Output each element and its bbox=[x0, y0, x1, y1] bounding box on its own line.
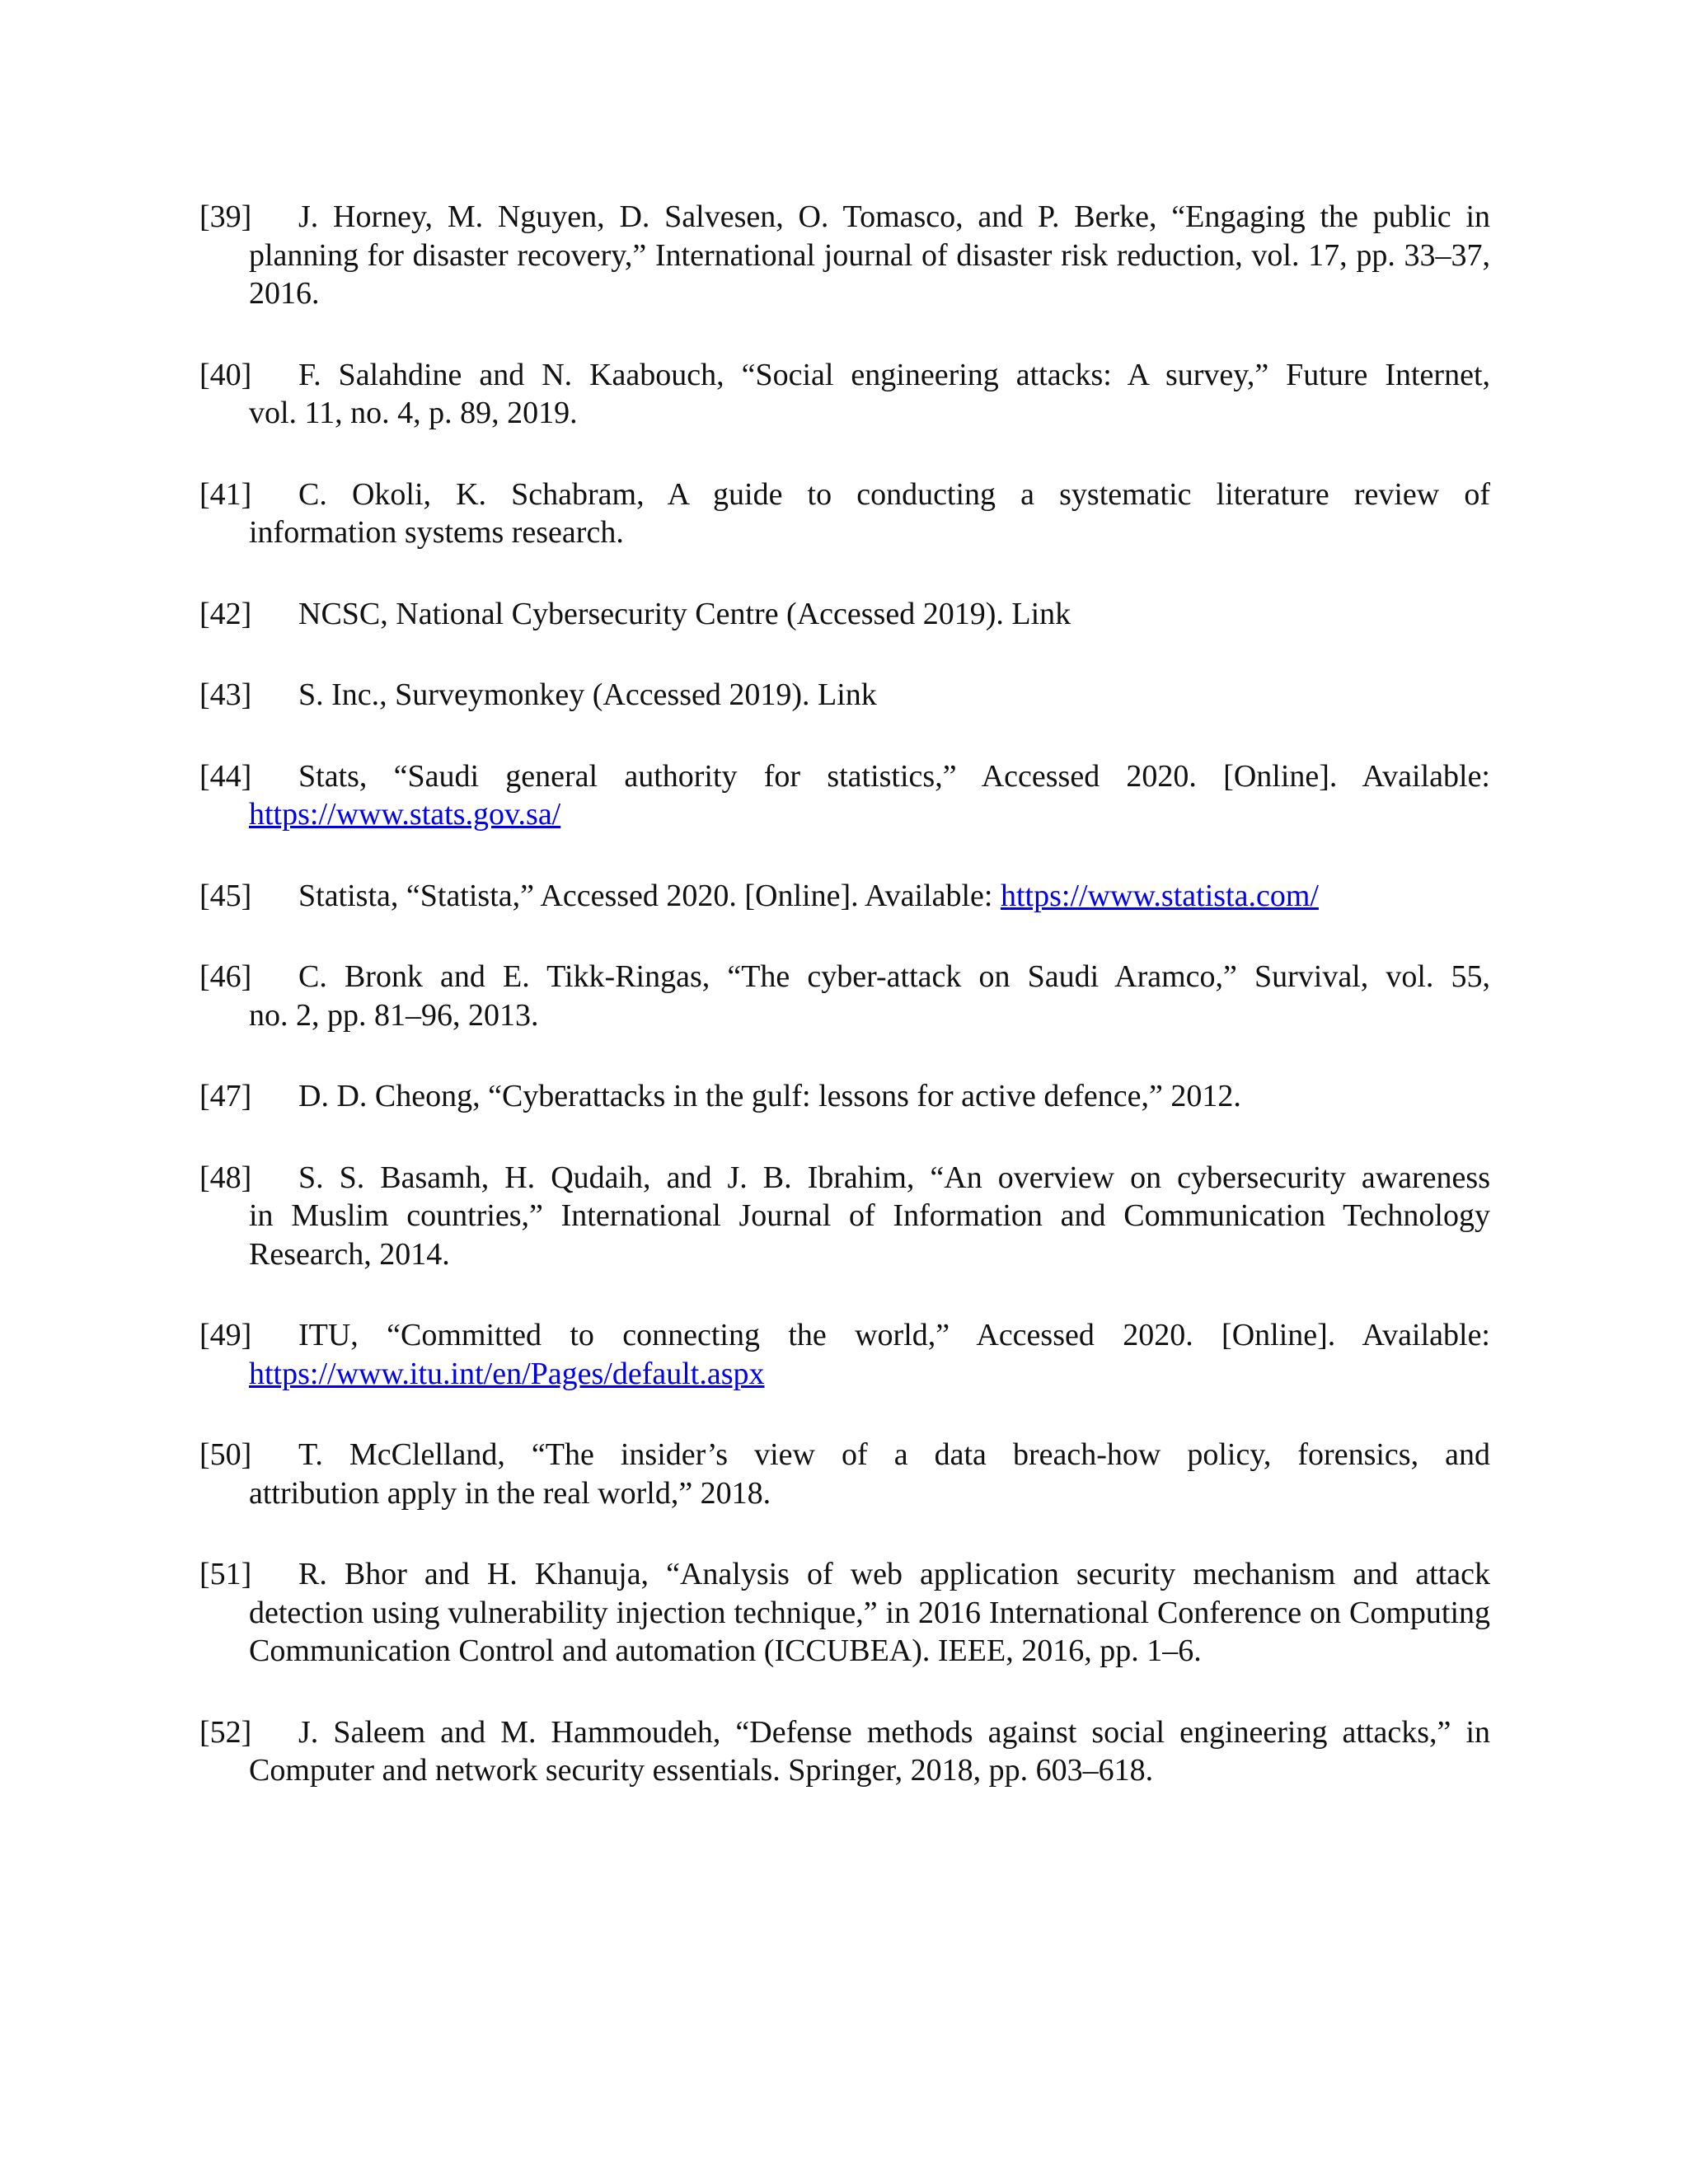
reference-text: Statista, “Statista,” Accessed 2020. [Online]. Available: bbox=[298, 878, 1001, 913]
reference-first-line bbox=[199, 676, 1490, 715]
reference-41 bbox=[199, 476, 1490, 552]
reference-continuation: planning for disaster recovery,” International journal of disaster risk reduction, vol. 17, pp. 33–37, 2016. bbox=[249, 237, 1490, 311]
reference-51 bbox=[199, 1555, 1490, 1671]
reference-link[interactable]: https://www.stats.gov.sa/ bbox=[249, 797, 561, 832]
reference-continuation: Computer and network security essentials. Springer, 2018, pp. 603–618. bbox=[249, 1753, 1154, 1788]
reference-text: C. Bronk and E. Tikk-Ringas, “The cyber-attack on Saudi Aramco,” Survival, vol. 55, bbox=[298, 959, 1490, 994]
reference-first-line bbox=[199, 595, 1490, 634]
reference-text: ITU, “Committed to connecting the world,” Accessed 2020. [Online]. Available: bbox=[298, 1318, 1490, 1352]
reference-first-line bbox=[199, 356, 1490, 395]
reference-50 bbox=[199, 1436, 1490, 1512]
reference-47 bbox=[199, 1077, 1490, 1116]
reference-continuation bbox=[249, 1355, 1490, 1394]
reference-first-line bbox=[199, 757, 1490, 796]
reference-number: [51] bbox=[199, 1557, 252, 1591]
reference-continuation: no. 2, pp. 81–96, 2013. bbox=[249, 997, 539, 1033]
reference-45 bbox=[199, 877, 1490, 916]
reference-number: [49] bbox=[199, 1318, 252, 1352]
reference-text: S. Inc., Surveymonkey (Accessed 2019). Link bbox=[298, 677, 877, 712]
reference-number: [41] bbox=[199, 476, 252, 512]
reference-first-line bbox=[199, 476, 1490, 514]
reference-first-line bbox=[199, 1316, 1490, 1355]
reference-48 bbox=[199, 1159, 1490, 1274]
reference-52 bbox=[199, 1713, 1490, 1790]
reference-first-line bbox=[199, 1713, 1490, 1752]
reference-number: [46] bbox=[199, 959, 252, 994]
reference-first-line bbox=[199, 198, 1490, 237]
reference-40 bbox=[199, 356, 1490, 433]
reference-text: J. Horney, M. Nguyen, D. Salvesen, O. Tomasco, and P. Berke, “Engaging the public in bbox=[298, 199, 1490, 234]
reference-number: [39] bbox=[199, 199, 252, 234]
reference-first-line bbox=[199, 1159, 1490, 1197]
reference-39 bbox=[199, 198, 1490, 313]
reference-text: F. Salahdine and N. Kaabouch, “Social engineering attacks: A survey,” Future Internet, bbox=[298, 357, 1490, 392]
reference-text: D. D. Cheong, “Cyberattacks in the gulf: lessons for active defence,” 2012. bbox=[298, 1079, 1241, 1113]
reference-link[interactable]: https://www.statista.com/ bbox=[1000, 878, 1319, 913]
reference-continuation: attribution apply in the real world,” 2018. bbox=[249, 1475, 771, 1511]
reference-first-line bbox=[199, 958, 1490, 996]
reference-number: [42] bbox=[199, 596, 252, 631]
reference-first-line bbox=[199, 1555, 1490, 1594]
reference-text: R. Bhor and H. Khanuja, “Analysis of web application security mechanism and attack bbox=[298, 1557, 1490, 1591]
reference-text: T. McClelland, “The insider’s view of a data breach-how policy, forensics, and bbox=[298, 1437, 1490, 1472]
reference-first-line bbox=[199, 1436, 1490, 1474]
reference-number: [52] bbox=[199, 1714, 252, 1750]
reference-text: Stats, “Saudi general authority for statistics,” Accessed 2020. [Online]. Available: bbox=[298, 758, 1490, 794]
reference-number: [48] bbox=[199, 1160, 252, 1195]
reference-continuation: vol. 11, no. 4, p. 89, 2019. bbox=[249, 396, 578, 430]
reference-number: [40] bbox=[199, 357, 252, 392]
reference-first-line bbox=[199, 1077, 1490, 1116]
reference-42 bbox=[199, 595, 1490, 634]
reference-text: J. Saleem and M. Hammoudeh, “Defense methods against social engineering attacks,” in bbox=[298, 1714, 1490, 1750]
reference-number: [45] bbox=[199, 878, 252, 913]
reference-text: NCSC, National Cybersecurity Centre (Accessed 2019). Link bbox=[298, 596, 1071, 631]
reference-continuation: information systems research. bbox=[249, 515, 624, 550]
reference-43 bbox=[199, 676, 1490, 715]
reference-number: [44] bbox=[199, 758, 252, 794]
reference-number: [43] bbox=[199, 677, 252, 712]
reference-46 bbox=[199, 958, 1490, 1034]
reference-44 bbox=[199, 757, 1490, 834]
reference-link[interactable]: https://www.itu.int/en/Pages/default.aspx bbox=[249, 1356, 765, 1391]
reference-continuation: in Muslim countries,” International Journal of Information and Communication Technology Research, 2014. bbox=[249, 1198, 1490, 1272]
reference-text: C. Okoli, K. Schabram, A guide to conducting a systematic literature review of bbox=[298, 476, 1490, 512]
reference-continuation bbox=[249, 795, 1490, 834]
reference-number: [47] bbox=[199, 1079, 252, 1113]
reference-text: S. S. Basamh, H. Qudaih, and J. B. Ibrahim, “An overview on cybersecurity awareness bbox=[298, 1160, 1490, 1195]
reference-number: [50] bbox=[199, 1437, 252, 1472]
reference-first-line bbox=[199, 877, 1490, 916]
reference-continuation: detection using vulnerability injection technique,” in 2016 International Conference on Computing Communication Control and automation (ICCUBEA). IEEE, 2016, pp. 1–6. bbox=[249, 1595, 1490, 1668]
reference-49 bbox=[199, 1316, 1490, 1393]
reference-list bbox=[199, 198, 1490, 1833]
